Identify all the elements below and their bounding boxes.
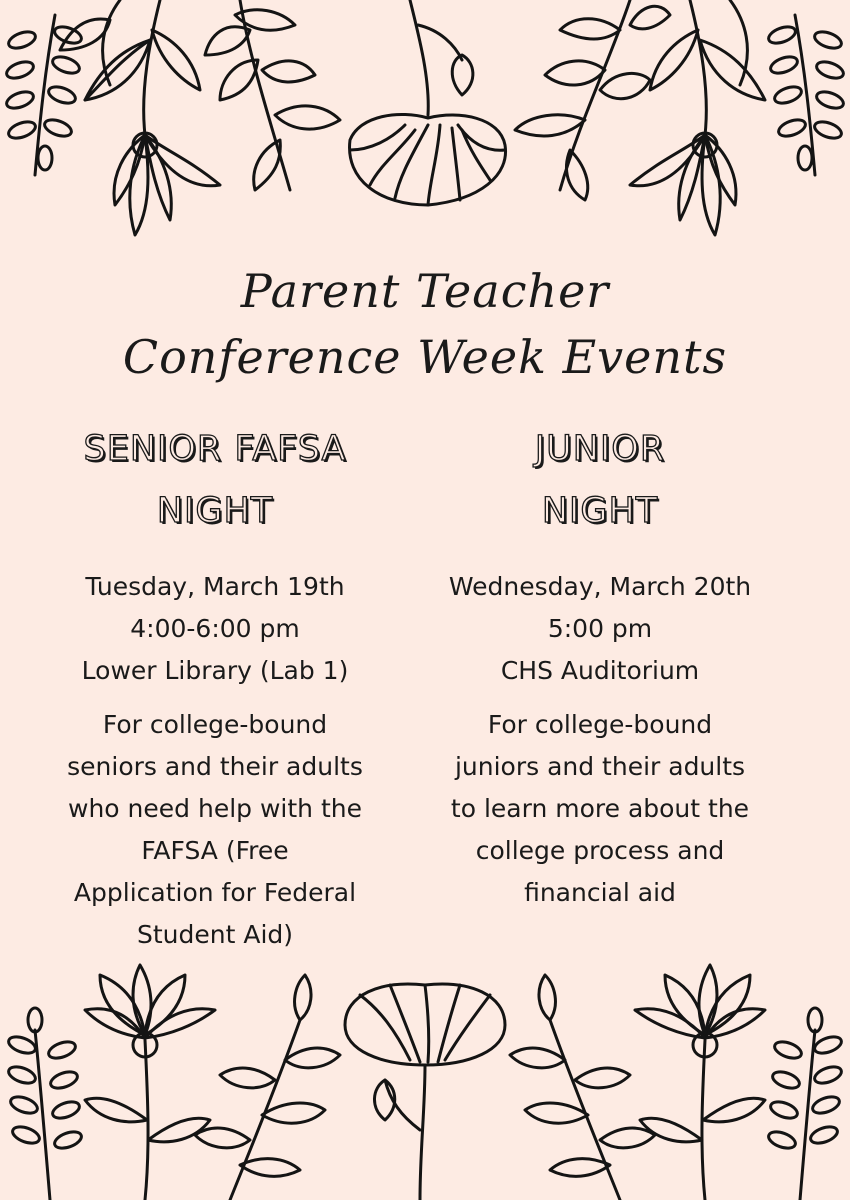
event-time: 4:00-6:00 pm (130, 614, 300, 643)
top-floral-illustration (0, 0, 850, 250)
leaf-sprig-icon (195, 975, 340, 1200)
fern-icon (6, 1008, 83, 1200)
event-details (25, 566, 405, 692)
center-flower-icon (345, 984, 505, 1200)
center-flower-icon (350, 0, 506, 205)
event-location: Lower Library (Lab 1) (81, 656, 349, 685)
event-details (410, 566, 790, 692)
page-title (0, 258, 850, 390)
event-heading-line-2: NIGHT (541, 491, 659, 531)
hanging-flower-icon (60, 0, 220, 235)
description-line: to learn more about the (450, 794, 750, 823)
senior-event (25, 418, 405, 956)
description-line: Student Aid) (136, 920, 294, 949)
description-line: juniors and their adults (454, 752, 746, 781)
junior-event (410, 418, 790, 914)
event-heading-line-1: JUNIOR (534, 429, 666, 469)
title-line-1: Parent Teacher (240, 264, 610, 318)
title-line-2: Conference Week Events (122, 330, 728, 384)
leaf-sprig-icon (515, 0, 670, 200)
event-heading (25, 418, 405, 542)
event-date: Tuesday, March 19th (85, 572, 345, 601)
bottom-floral-illustration (0, 950, 850, 1200)
fern-icon (766, 15, 845, 175)
event-description (25, 704, 405, 956)
description-line: seniors and their adults (67, 752, 363, 781)
event-description (410, 704, 790, 914)
event-location: CHS Auditorium (500, 656, 700, 685)
event-date: Wednesday, March 20th (448, 572, 752, 601)
leaf-sprig-icon (510, 975, 655, 1200)
description-line: For college-bound (487, 710, 713, 739)
description-line: FAFSA (Free (141, 836, 289, 865)
description-line: Application for Federal (73, 878, 357, 907)
event-heading-line-1: SENIOR FAFSA (83, 429, 347, 469)
description-line: college process and (475, 836, 725, 865)
fern-icon (766, 1008, 843, 1200)
upright-flower-icon (635, 965, 765, 1200)
event-heading-line-2: NIGHT (156, 491, 274, 531)
description-line: For college-bound (102, 710, 328, 739)
description-line: who need help with the (68, 794, 362, 823)
upright-flower-icon (85, 965, 215, 1200)
description-line: financial aid (524, 878, 676, 907)
event-time: 5:00 pm (547, 614, 653, 643)
event-heading (410, 418, 790, 542)
fern-icon (4, 15, 83, 175)
hanging-flower-icon (630, 0, 765, 235)
leaf-sprig-icon (205, 0, 340, 190)
